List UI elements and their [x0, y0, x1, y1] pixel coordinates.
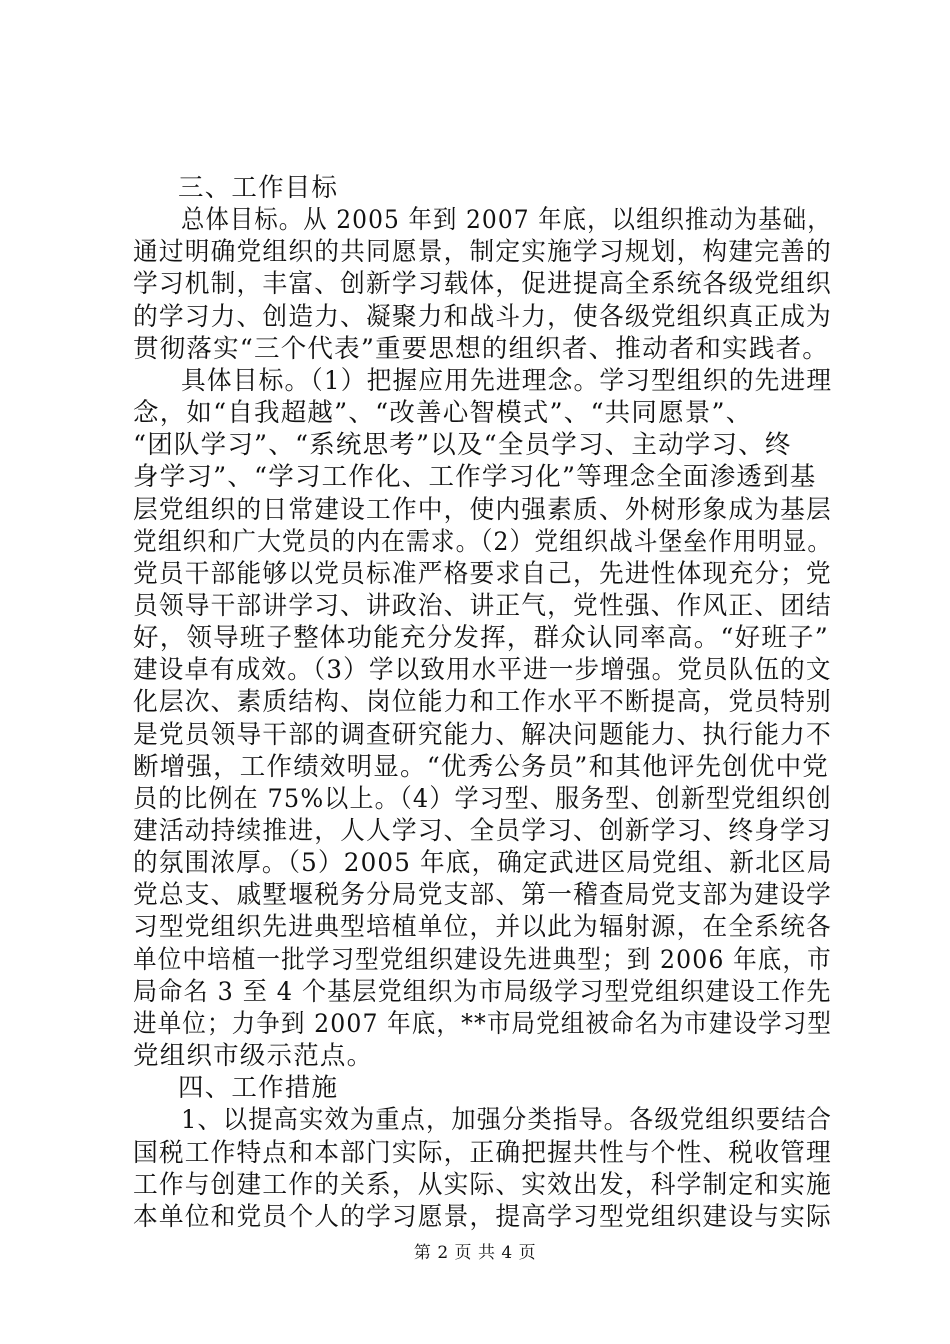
text-line: 化层次、素质结构、岗位能力和工作水平不断提高，党员特别 — [133, 687, 832, 718]
text-line: 工作与创建工作的关系，从实际、实效出发，科学制定和实施 — [133, 1169, 832, 1200]
text-line: 国税工作特点和本部门实际，正确把握共性与个性、税收管理 — [133, 1137, 832, 1168]
text-line: 具体目标。（1）把握应用先进理念。学习型组织的先进理 — [181, 365, 833, 396]
text-line: 单位中培植一批学习型党组织建设先进典型；到 2006 年底，市 — [133, 944, 832, 975]
text-line: 进单位；力争到 2007 年底，**市局党组被命名为市建设学习型 — [133, 1008, 833, 1039]
text-line: 是党员领导干部的调查研究能力、解决问题能力、执行能力不 — [133, 719, 832, 750]
text-line: 本单位和党员个人的学习愿景，提高学习型党组织建设与实际 — [133, 1201, 832, 1232]
text-line: 层党组织的日常建设工作中，使内强素质、外树形象成为基层 — [133, 494, 832, 525]
text-line: 四、工作措施 — [178, 1073, 339, 1104]
text-line: 党总支、戚墅堰税务分局党支部、第一稽查局党支部为建设学 — [133, 880, 832, 911]
text-line: 习型党组织先进典型培植单位，并以此为辐射源，在全系统各 — [133, 912, 832, 943]
text-line: 念，如“自我超越”、“改善心智模式”、“共同愿景”、 — [133, 398, 753, 429]
text-line: 党组织和广大党员的内在需求。（2）党组织战斗堡垒作用明显。 — [133, 526, 833, 557]
text-line: 的氛围浓厚。（5）2005 年底，确定武进区局党组、新北区局 — [133, 848, 833, 879]
text-line: 贯彻落实“三个代表”重要思想的组织者、推动者和实践者。 — [133, 333, 829, 364]
text-line: 员的比例在 75%以上。（4）学习型、服务型、创新型党组织创 — [133, 783, 832, 814]
text-line: 1、以提高实效为重点，加强分类指导。各级党组织要结合 — [181, 1105, 832, 1136]
text-line: 学习机制，丰富、创新学习载体，促进提高全系统各级党组织 — [133, 269, 832, 300]
text-line: 身学习”、“学习工作化、工作学习化”等理念全面渗透到基 — [133, 462, 817, 493]
text-line: “团队学习”、“系统思考”以及“全员学习、主动学习、终 — [133, 430, 792, 461]
text-line: 总体目标。从 2005 年到 2007 年底，以组织推动为基础， — [181, 205, 832, 236]
text-line: 局命名 3 至 4 个基层党组织为市局级学习型党组织建设工作先 — [133, 976, 832, 1007]
text-line: 建设卓有成效。（3）学以致用水平进一步增强。党员队伍的文 — [133, 655, 832, 686]
text-line: 的学习力、创造力、凝聚力和战斗力，使各级党组织真正成为 — [133, 301, 832, 332]
text-line: 党员干部能够以党员标准严格要求自己，先进性体现充分；党 — [133, 558, 832, 589]
text-line: 断增强，工作绩效明显。“优秀公务员”和其他评先创优中党 — [133, 751, 829, 782]
text-line: 员领导干部讲学习、讲政治、讲正气，党性强、作风正、团结 — [133, 590, 832, 621]
text-line: 好，领导班子整体功能充分发挥，群众认同率高。“好班子” — [133, 623, 829, 654]
text-line: 党组织市级示范点。 — [133, 1041, 374, 1072]
text-line: 通过明确党组织的共同愿景，制定实施学习规划，构建完善的 — [133, 237, 832, 268]
page-footer: 第 2 页 共 4 页 — [413, 1243, 537, 1263]
text-line: 建活动持续推进，人人学习、全员学习、创新学习、终身学习 — [133, 816, 832, 846]
text-line: 三、工作目标 — [178, 173, 339, 203]
